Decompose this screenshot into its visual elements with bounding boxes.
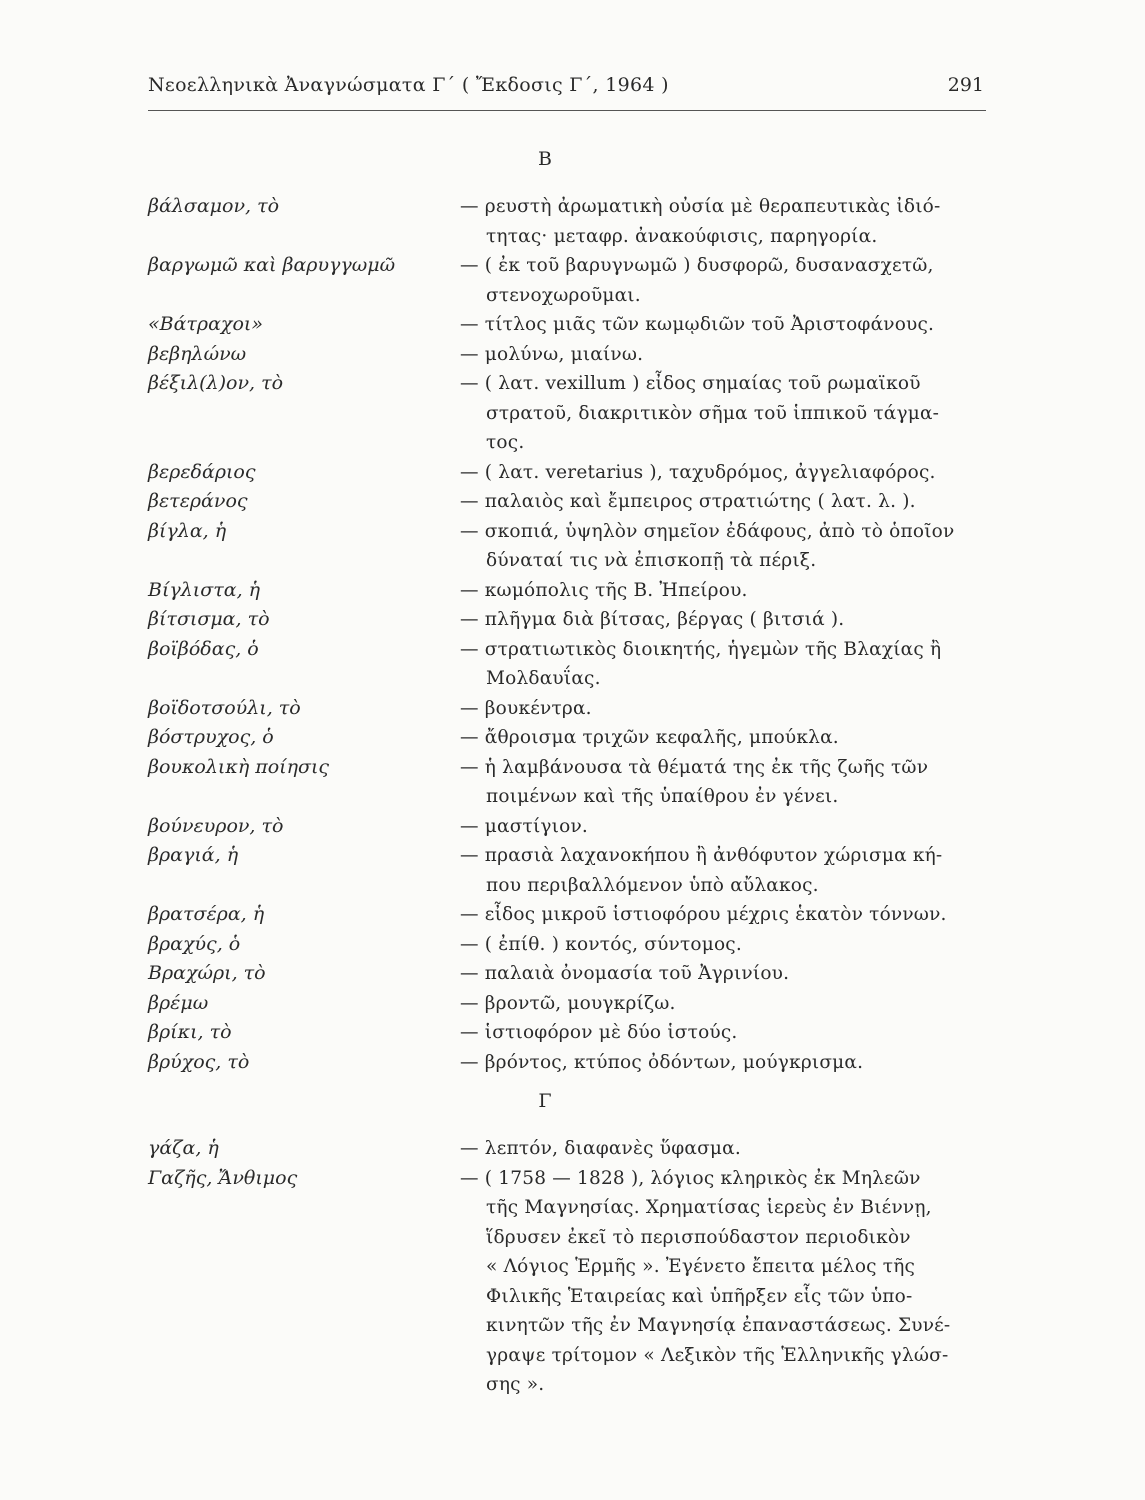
page-header [148, 74, 988, 106]
definition-line: — τίτλος μιᾶς τῶν κωμῳδιῶν τοῦ Ἀριστοφάνους. [460, 314, 935, 335]
entry-definition [460, 1164, 992, 1400]
entry-definition [460, 635, 992, 694]
section-letter: Γ [538, 1090, 552, 1112]
definition-line: — ( ἐπίθ. ) κοντός, σύντομος. [460, 933, 742, 955]
entry-term: βόστρυχος, ὁ [148, 726, 274, 748]
entry-term: βοϊδοτσούλι, τὸ [148, 696, 301, 719]
definition-line: Φιλικῆς Ἑταιρείας καὶ ὑπῆρξεν εἷς τῶν ὑπο- [486, 1285, 913, 1307]
definition-line: που περιβαλλόμενον ὑπὸ αὔλακος. [486, 874, 819, 896]
entry-term: γάζα, ἡ [148, 1137, 219, 1159]
definition-line: γραψε τρίτομον « Λεξικὸν τῆς Ἑλληνικῆς γλώσ- [486, 1344, 949, 1366]
entry-term: βάλσαμον, τὸ [148, 195, 280, 217]
entry-definition [460, 900, 992, 930]
definition-line: — σκοπιά, ὑψηλὸν σημεῖον ἐδάφους, ἀπὸ τὸ ὁποῖον [460, 520, 955, 542]
definition-line: ποιμένων καὶ τῆς ὑπαίθρου ἐν γένει. [486, 786, 839, 807]
entry-term: βαργωμῶ καὶ βαρυγγωμῶ [148, 254, 396, 276]
entry-term: βρατσέρα, ἡ [148, 903, 265, 925]
entry-definition [460, 369, 992, 458]
entry-definition [460, 1048, 992, 1078]
entry-term: βερεδάριος [148, 460, 256, 483]
definition-line: — παλαιὸς καὶ ἔμπειρος στρατιώτης ( λατ. λ. ). [460, 491, 916, 512]
entry-definition [460, 487, 992, 517]
entry-definition [460, 1018, 992, 1048]
definition-line: — ( λατ. veretarius ), ταχυδρόμος, ἀγγελιαφόρος. [460, 461, 936, 483]
entry-definition [460, 192, 992, 251]
entry-definition [460, 989, 992, 1019]
entry-term: βραγιά, ἡ [148, 844, 239, 866]
entry-term: βεβηλώνω [148, 342, 247, 365]
definition-line: στενοχωροῦμαι. [486, 284, 641, 306]
entry-definition [460, 959, 992, 989]
definition-line: σης ». [486, 1374, 545, 1395]
entry-term: βουκολικὴ ποίησις [148, 755, 330, 778]
definition-line: — κωμόπολις τῆς Β. Ἠπείρου. [460, 579, 748, 601]
definition-line: — παλαιὰ ὀνομασία τοῦ Ἀγρινίου. [460, 963, 790, 984]
definition-line: — ἄθροισμα τριχῶν κεφαλῆς, μπούκλα. [460, 727, 839, 748]
definition-line: — ( 1758 — 1828 ), λόγιος κληρικὸς ἐκ Μηλεῶν [460, 1167, 921, 1189]
definition-line: — ἡ λαμβάνουσα τὰ θέματά της ἐκ τῆς ζωῆς τῶν [460, 756, 929, 778]
entry-term: βοϊβόδας, ὁ [148, 637, 259, 660]
entry-term: βραχύς, ὁ [148, 932, 241, 955]
entry-term: βρίκι, τὸ [148, 1021, 232, 1043]
definition-line: — μολύνω, μιαίνω. [460, 343, 644, 365]
definition-line: — ( λατ. vexillum ) εἶδος σημαίας τοῦ ρωμαϊκοῦ [460, 373, 921, 394]
entry-term: βούνευρον, τὸ [148, 814, 284, 837]
entry-definition [460, 458, 992, 488]
page-number: 291 [947, 74, 984, 96]
entry-definition [460, 517, 992, 576]
definition-line: — βροντῶ, μουγκρίζω. [460, 992, 676, 1014]
definition-line: στρατοῦ, διακριτικὸν σῆμα τοῦ ἱππικοῦ τάγμα- [486, 402, 940, 424]
entry-definition [460, 694, 992, 724]
definition-line: — βουκέντρα. [460, 697, 592, 719]
entry-term: Γαζῆς, Ἄνθιμος [148, 1166, 298, 1189]
entry-definition [460, 723, 992, 753]
definition-line: δύναταί τις νὰ ἐπισκοπῇ τὰ πέριξ. [486, 550, 817, 571]
entry-term: βέξιλ(λ)ον, τὸ [148, 372, 284, 394]
definition-line: — ρευστὴ ἀρωματικὴ οὐσία μὲ θεραπευτικὰς ἰδιό- [460, 196, 941, 217]
entry-term: Βίγλιστα, ἡ [148, 578, 261, 601]
definition-line: τῆς Μαγνησίας. Χρηματίσας ἱερεὺς ἐν Βιέννῃ, [486, 1197, 932, 1218]
definition-line: — βρόντος, κτύπος ὀδόντων, μούγκρισμα. [460, 1051, 864, 1073]
definition-line: — ( ἐκ τοῦ βαρυγνωμῶ ) δυσφορῶ, δυσανασχετῶ, [460, 255, 934, 276]
definition-line: — ἱστιοφόρον μὲ δύο ἱστούς. [460, 1022, 738, 1043]
entry-definition [460, 576, 992, 606]
definition-line: — πρασιὰ λαχανοκήπου ἢ ἀνθόφυτον χώρισμα κή- [460, 845, 943, 866]
definition-line: — εἶδος μικροῦ ἱστιοφόρου μέχρις ἑκατὸν τόννων. [460, 904, 947, 925]
entry-definition [460, 841, 992, 900]
header-rule [148, 110, 986, 111]
entry-term: «Βάτραχοι» [148, 313, 263, 335]
entry-definition [460, 930, 992, 960]
entry-definition [460, 251, 992, 310]
definition-line: — λεπτόν, διαφανὲς ὕφασμα. [460, 1138, 741, 1159]
definition-line: — πλῆγμα διὰ βίτσας, βέργας ( βιτσιά ). [460, 609, 845, 630]
entry-definition [460, 812, 992, 842]
definition-line: ἵδρυσεν ἐκεῖ τὸ περισπούδαστον περιοδικὸν [486, 1226, 911, 1248]
entry-term: βρύχος, τὸ [148, 1050, 250, 1073]
entry-definition [460, 753, 992, 812]
definition-line: — μαστίγιον. [460, 815, 588, 837]
definition-line: τος. [486, 432, 525, 453]
running-title: Νεοελληνικὰ Ἀναγνώσματα Γ΄ ( Ἔκδοσις Γ΄, 1964 ) [148, 74, 669, 96]
entry-term: βρέμω [148, 991, 209, 1014]
entry-definition [460, 340, 992, 370]
definition-line: τητας· μεταφρ. ἀνακούφισις, παρηγορία. [486, 225, 878, 247]
entry-term: βίτσισμα, τὸ [148, 608, 270, 630]
definition-line: Μολδαυΐας. [486, 668, 601, 689]
entry-term: βίγλα, ἡ [148, 519, 227, 542]
entry-definition [460, 310, 992, 340]
entry-definition [460, 1134, 992, 1164]
entry-definition [460, 605, 992, 635]
entry-term: βετεράνος [148, 490, 248, 512]
definition-line: κινητῶν τῆς ἐν Μαγνησίᾳ ἐπαναστάσεως. Συνέ- [486, 1315, 951, 1336]
definition-line: — στρατιωτικὸς διοικητής, ἡγεμὼν τῆς Βλαχίας ἢ [460, 638, 942, 660]
entry-term: Βραχώρι, τὸ [148, 962, 266, 984]
definition-line: « Λόγιος Ἑρμῆς ». Ἐγένετο ἔπειτα μέλος τῆς [486, 1256, 916, 1277]
section-letter: Β [538, 148, 552, 170]
